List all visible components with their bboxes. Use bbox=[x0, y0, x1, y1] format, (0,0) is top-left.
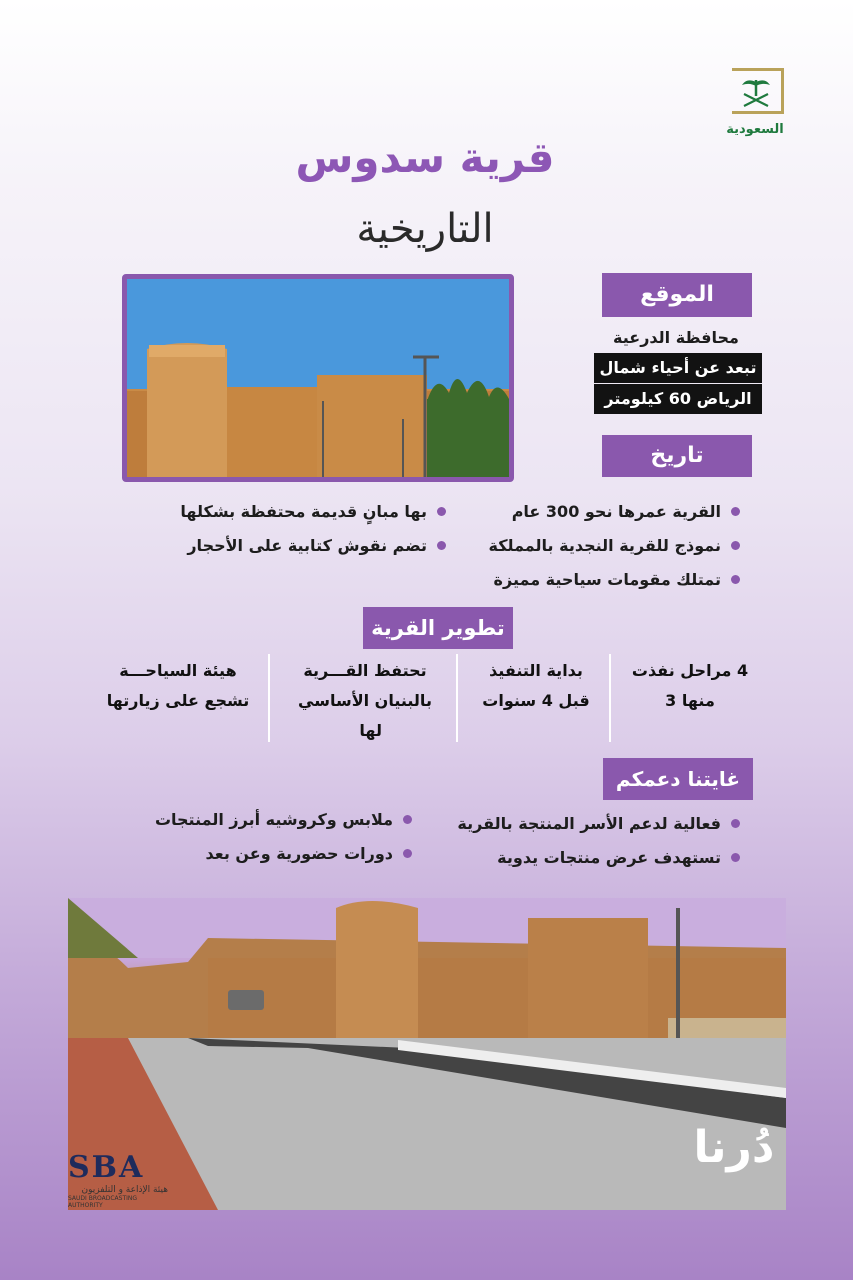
development-col-4: هيئة السياحـــة تشجع على زيارتها bbox=[106, 661, 250, 710]
bullet-dot-icon bbox=[437, 541, 446, 550]
bullet-dot-icon bbox=[403, 849, 412, 858]
divider bbox=[268, 654, 270, 742]
durna-logo: دُرنا bbox=[693, 1122, 775, 1173]
divider bbox=[456, 654, 458, 742]
support-left-list bbox=[140, 802, 412, 870]
list-item: تمتلك مقومات سياحية مميزة bbox=[440, 562, 740, 596]
bullet-dot-icon bbox=[731, 541, 740, 550]
page-subtitle: التاريخية bbox=[356, 206, 494, 252]
divider bbox=[609, 654, 611, 742]
development-col-3: تحتفظ القـــرية بالبنيان الأساسي لها bbox=[298, 661, 432, 740]
list-item: ملابس وكروشيه أبرز المنتجات bbox=[140, 802, 412, 836]
list-item: تضم نقوش كتابية على الأحجار bbox=[140, 528, 446, 562]
bullet-dot-icon bbox=[731, 507, 740, 516]
palm-swords-emblem-icon bbox=[734, 76, 778, 110]
development-badge: تطوير القرية bbox=[363, 607, 513, 649]
support-right-list bbox=[430, 806, 740, 874]
bullet-dot-icon bbox=[731, 853, 740, 862]
saudi-logo bbox=[724, 68, 786, 146]
list-item: تستهدف عرض منتجات يدوية bbox=[430, 840, 740, 874]
list-item: فعالية لدعم الأسر المنتجة بالقرية bbox=[430, 806, 740, 840]
location-line-2: تبعد عن أحياء شمال bbox=[594, 353, 762, 383]
development-col-2: بداية التنفيذ قبل 4 سنوات bbox=[482, 661, 590, 710]
history-right-list bbox=[440, 494, 740, 596]
page-title: قرية سدوس bbox=[295, 133, 555, 182]
location-line-1: محافظة الدرعية bbox=[613, 328, 739, 347]
support-badge: غايتنا دعمكم bbox=[603, 758, 753, 800]
bullet-dot-icon bbox=[731, 819, 740, 828]
development-col-1: 4 مراحل نفذت منها 3 bbox=[631, 661, 749, 710]
bullet-dot-icon bbox=[403, 815, 412, 824]
list-item: نموذج للقرية النجدية بالمملكة bbox=[440, 528, 740, 562]
location-line-3: الرياض 60 كيلومتر bbox=[594, 384, 762, 414]
list-item: القرية عمرها نحو 300 عام bbox=[440, 494, 740, 528]
location-badge: الموقع bbox=[602, 273, 752, 317]
history-badge: تاريخ bbox=[602, 435, 752, 477]
sba-logo: SBA هيئة الإذاعة و التلفزيون SAUDI BROADCASTING AUTHORITY bbox=[68, 1150, 168, 1209]
village-fort-photo bbox=[122, 274, 514, 482]
list-item: بها مبانٍ قديمة محتفظة بشكلها bbox=[140, 494, 446, 528]
bullet-dot-icon bbox=[731, 575, 740, 584]
history-left-list bbox=[140, 494, 446, 562]
list-item: دورات حضورية وعن بعد bbox=[140, 836, 412, 870]
bullet-dot-icon bbox=[437, 507, 446, 516]
logo-brand-text: السعودية bbox=[726, 122, 784, 137]
village-street-photo bbox=[68, 898, 786, 1210]
